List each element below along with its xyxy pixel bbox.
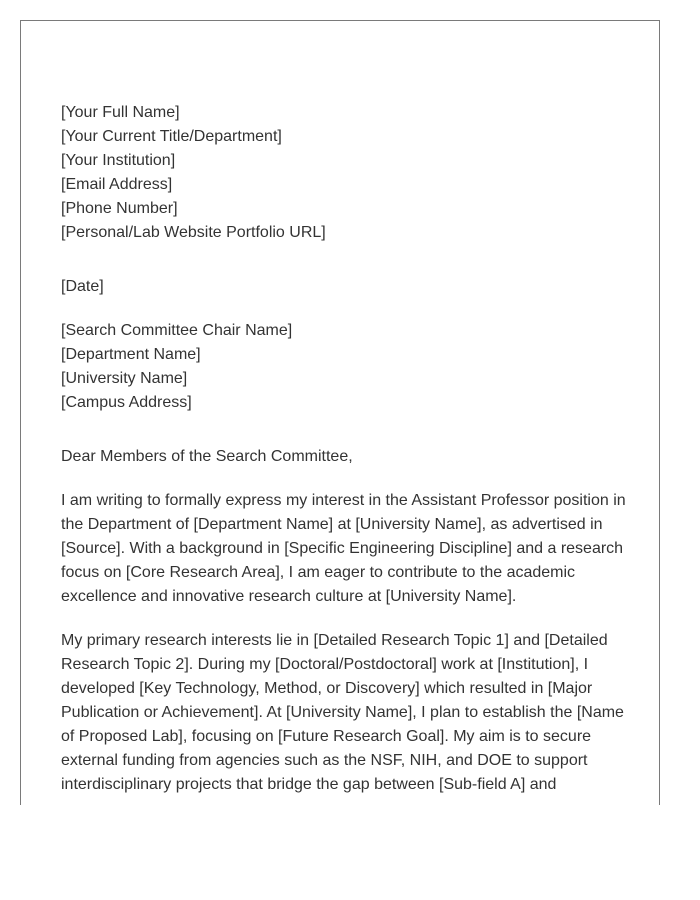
document-page — [20, 20, 660, 805]
recipient-university: [University Name] — [61, 370, 188, 387]
letter-date: [Date] — [61, 278, 104, 295]
recipient-chair-name: [Search Committee Chair Name] — [61, 322, 293, 339]
sender-website: [Personal/Lab Website Portfolio URL] — [61, 224, 326, 241]
letter-body — [61, 101, 626, 797]
date-block — [61, 275, 626, 299]
salutation-text: Dear Members of the Search Committee, — [61, 448, 353, 465]
sender-phone: [Phone Number] — [61, 200, 178, 217]
sender-block — [61, 101, 626, 245]
sender-full-name: [Your Full Name] — [61, 104, 180, 121]
paragraph-research: My primary research interests lie in [Detailed Research Topic 1] and [Detailed Research Topic 2]. During my [Doctoral/Postdoctoral] work at [Institution], I developed [Key Technology, Method, or Discovery] which resulted in [Major Publication or Achievement]. At [University Name], I plan to establish the [Name of Proposed Lab], focusing on [Future Research Goal]. My aim is to secure external funding from agencies such as the NSF, NIH, and DOE to support interdisciplinary projects that bridge the gap between [Sub-field A] and — [61, 632, 624, 793]
paragraph-intro: I am writing to formally express my interest in the Assistant Professor position in the Department of [Department Name] at [University Name], as advertised in [Source]. With a background in [Specific Engineering Discipline] and a research focus on [Core Research Area], I am eager to contribute to the academic excellence and innovative research culture at [University Name]. — [61, 492, 626, 605]
recipient-department: [Department Name] — [61, 346, 201, 363]
sender-institution: [Your Institution] — [61, 152, 176, 169]
sender-title-department: [Your Current Title/Department] — [61, 128, 282, 145]
recipient-block — [61, 319, 626, 415]
sender-email: [Email Address] — [61, 176, 173, 193]
recipient-address: [Campus Address] — [61, 394, 192, 411]
salutation — [61, 445, 626, 469]
